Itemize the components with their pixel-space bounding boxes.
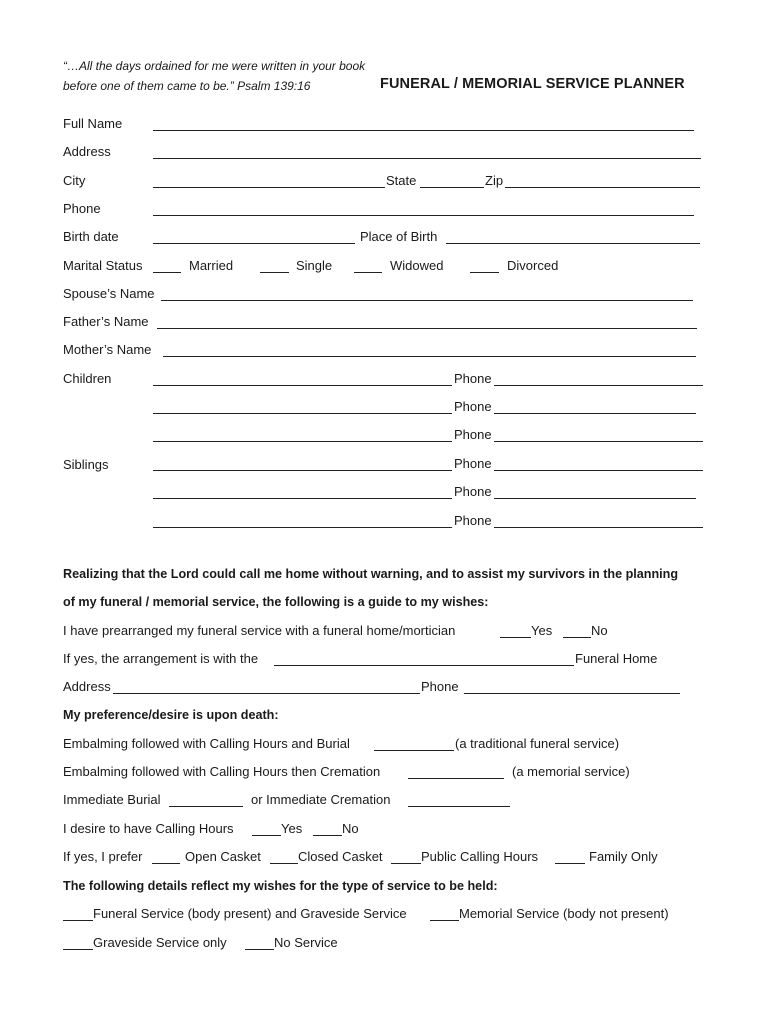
embalm-burial-blank[interactable] (374, 750, 454, 751)
prearranged-yes-blank[interactable] (500, 637, 531, 638)
sibling-name-field[interactable] (153, 470, 452, 471)
graveside-only-label: Graveside Service only (93, 935, 227, 950)
married-label: Married (189, 258, 234, 273)
child-phone-field[interactable] (494, 441, 703, 442)
arrangement-label: If yes, the arrangement is with the (63, 651, 259, 666)
immediate-burial-blank[interactable] (169, 806, 243, 807)
open-casket-label: Open Casket (185, 849, 261, 864)
funeral-home-phone-field[interactable] (464, 693, 680, 694)
embalm-cremation-label: Embalming followed with Calling Hours then Cremation (63, 764, 381, 779)
immediate-cremation-blank[interactable] (408, 806, 510, 807)
open-casket-blank[interactable] (152, 863, 180, 864)
birth-date-label: Birth date (63, 229, 119, 244)
child-phone-label: Phone (454, 427, 492, 442)
sibling-phone-field[interactable] (494, 498, 696, 499)
intro-line-1: Realizing that the Lord could call me home without warning, and to assist my survivors in the planning (63, 567, 679, 581)
single-label: Single (296, 258, 333, 273)
sibling-phone-field[interactable] (494, 527, 703, 528)
traditional-service-label: (a traditional funeral service) (455, 736, 620, 751)
funeral-graveside-label: Funeral Service (body present) and Graveside Service (93, 906, 407, 921)
funeral-home-address-label: Address (63, 679, 111, 694)
no-service-label: No Service (274, 935, 338, 950)
child-phone-label: Phone (454, 371, 492, 386)
place-of-birth-label: Place of Birth (360, 229, 438, 244)
phone-field[interactable] (153, 215, 694, 216)
child-name-field[interactable] (153, 413, 452, 414)
full-name-label: Full Name (63, 116, 123, 131)
family-only-label: Family Only (589, 849, 658, 864)
memorial-service-option-label: Memorial Service (body not present) (459, 906, 669, 921)
spouse-name-label: Spouse’s Name (63, 286, 155, 301)
calling-hours-no-blank[interactable] (313, 835, 342, 836)
funeral-home-address-field[interactable] (113, 693, 420, 694)
prearranged-label: I have prearranged my funeral service with a funeral home/mortician (63, 623, 456, 638)
family-only-blank[interactable] (555, 863, 585, 864)
public-hours-label: Public Calling Hours (421, 849, 539, 864)
closed-casket-label: Closed Casket (298, 849, 383, 864)
if-yes-prefer-label: If yes, I prefer (63, 849, 143, 864)
prearranged-yes-label: Yes (531, 623, 553, 638)
siblings-label: Siblings (63, 457, 109, 472)
child-phone-label: Phone (454, 399, 492, 414)
prearranged-no-blank[interactable] (563, 637, 591, 638)
psalm-quote-line-2: before one of them came to be.” Psalm 139:16 (63, 79, 311, 93)
funeral-home-phone-label: Phone (421, 679, 459, 694)
sibling-name-field[interactable] (153, 527, 452, 528)
memorial-service-blank[interactable] (430, 920, 459, 921)
memorial-service-label: (a memorial service) (512, 764, 630, 779)
children-label: Children (63, 371, 112, 386)
child-phone-field[interactable] (494, 385, 703, 386)
calling-hours-no-label: No (342, 821, 359, 836)
phone-label: Phone (63, 201, 101, 216)
sibling-phone-field[interactable] (494, 470, 703, 471)
mother-name-field[interactable] (163, 356, 696, 357)
public-hours-blank[interactable] (391, 863, 421, 864)
calling-hours-yes-label: Yes (281, 821, 303, 836)
prearranged-no-label: No (591, 623, 608, 638)
marital-status-label: Marital Status (63, 258, 143, 273)
divorced-blank[interactable] (470, 272, 499, 273)
divorced-label: Divorced (507, 258, 559, 273)
state-field[interactable] (420, 187, 484, 188)
address-label: Address (63, 144, 111, 159)
page-title: FUNERAL / MEMORIAL SERVICE PLANNER (380, 76, 685, 92)
psalm-quote-line-1: “…All the days ordained for me were written in your book (63, 59, 366, 73)
child-name-field[interactable] (153, 385, 452, 386)
calling-hours-label: I desire to have Calling Hours (63, 821, 234, 836)
sibling-phone-label: Phone (454, 513, 492, 528)
details-heading: The following details reflect my wishes for the type of service to be held: (63, 879, 498, 893)
zip-field[interactable] (505, 187, 700, 188)
child-phone-field[interactable] (494, 413, 696, 414)
immediate-cremation-label: or Immediate Cremation (251, 792, 391, 807)
state-label: State (386, 173, 417, 188)
city-label: City (63, 173, 86, 188)
zip-label: Zip (485, 173, 504, 188)
address-field[interactable] (153, 158, 701, 159)
intro-line-2: of my funeral / memorial service, the following is a guide to my wishes: (63, 595, 489, 609)
calling-hours-yes-blank[interactable] (252, 835, 281, 836)
full-name-field[interactable] (153, 130, 694, 131)
graveside-only-blank[interactable] (63, 949, 93, 950)
funeral-home-label: Funeral Home (575, 651, 658, 666)
birth-date-field[interactable] (153, 243, 355, 244)
single-blank[interactable] (260, 272, 289, 273)
preference-heading: My preference/desire is upon death: (63, 708, 279, 722)
no-service-blank[interactable] (245, 949, 274, 950)
closed-casket-blank[interactable] (270, 863, 298, 864)
father-name-label: Father’s Name (63, 314, 149, 329)
sibling-phone-label: Phone (454, 456, 492, 471)
father-name-field[interactable] (157, 328, 697, 329)
city-field[interactable] (153, 187, 385, 188)
immediate-burial-label: Immediate Burial (63, 792, 161, 807)
embalm-burial-label: Embalming followed with Calling Hours and Burial (63, 736, 350, 751)
embalm-cremation-blank[interactable] (408, 778, 504, 779)
sibling-name-field[interactable] (153, 498, 452, 499)
widowed-label: Widowed (390, 258, 444, 273)
funeral-home-field[interactable] (274, 665, 574, 666)
sibling-phone-label: Phone (454, 484, 492, 499)
spouse-name-field[interactable] (161, 300, 693, 301)
place-of-birth-field[interactable] (446, 243, 700, 244)
mother-name-label: Mother’s Name (63, 342, 152, 357)
child-name-field[interactable] (153, 441, 452, 442)
married-blank[interactable] (153, 272, 181, 273)
funeral-graveside-blank[interactable] (63, 920, 93, 921)
widowed-blank[interactable] (354, 272, 382, 273)
